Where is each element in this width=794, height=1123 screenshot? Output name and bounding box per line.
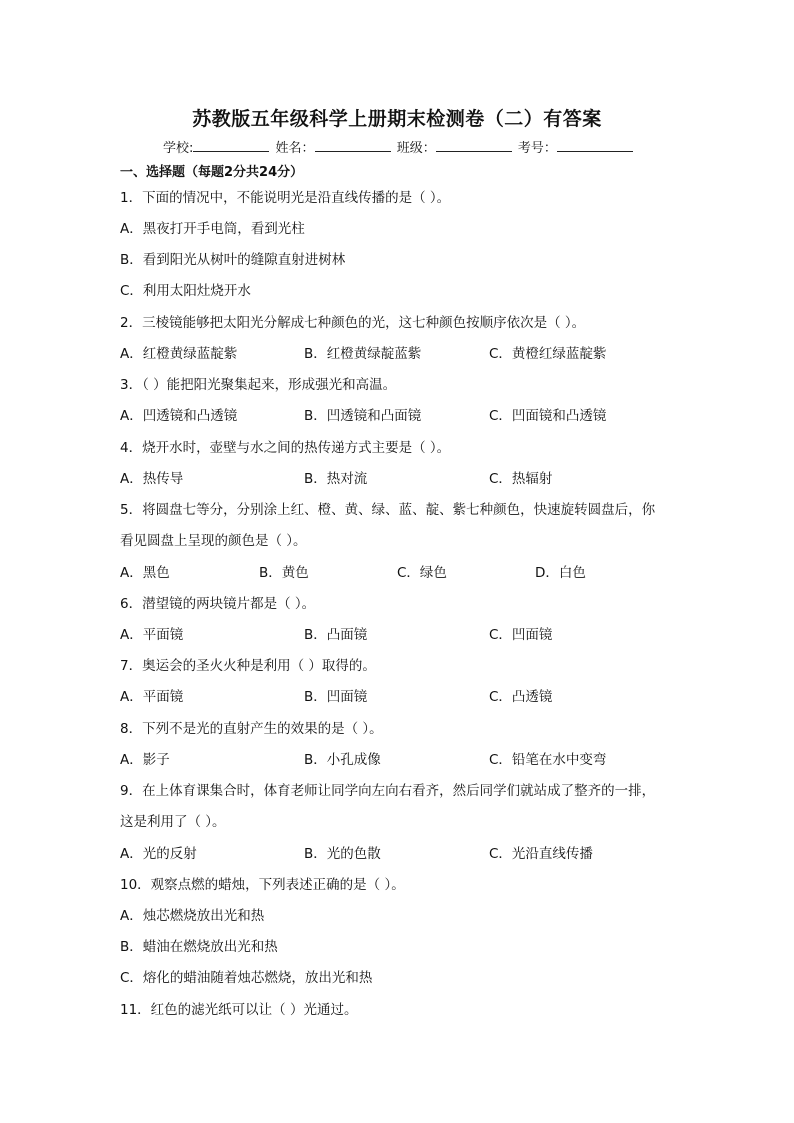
question-3-option-c: C．凹面镜和凸透镜 xyxy=(489,408,607,424)
question-7-option-a: A．平面镜 xyxy=(120,689,184,705)
question-6-option-c: C．凹面镜 xyxy=(489,627,553,643)
section-heading: 一、选择题（每题2分共24分） xyxy=(120,165,304,180)
question-6-stem: 6．潜望镜的两块镜片都是（ ）。 xyxy=(120,596,316,612)
exam-no-blank[interactable] xyxy=(557,139,633,152)
question-2-option-a: A．红橙黄绿蓝靛紫 xyxy=(120,346,238,362)
question-5-stem-line1: 5．将圆盘七等分，分别涂上红、橙、黄、绿、蓝、靛、紫七种颜色，快速旋转圆盘后，你 xyxy=(120,502,656,518)
question-2-option-c: C．黄橙红绿蓝靛紫 xyxy=(489,346,607,362)
question-7-stem: 7．奥运会的圣火火种是利用（ ）取得的。 xyxy=(120,658,376,674)
school-blank[interactable] xyxy=(193,139,269,152)
question-9-stem-line2: 这是利用了（ ）。 xyxy=(120,814,226,830)
exam-title: 苏教版五年级科学上册期末检测卷（二）有答案 xyxy=(192,108,602,130)
question-9-stem-line1: 9．在上体育课集合时，体育老师让同学向左向右看齐，然后同学们就站成了整齐的一排， xyxy=(120,783,656,799)
question-5-option-a: A．黑色 xyxy=(120,565,170,581)
question-9-option-a: A．光的反射 xyxy=(120,846,197,862)
question-2-stem: 2．三棱镜能够把太阳光分解成七种颜色的光，这七种颜色按顺序依次是（ ）。 xyxy=(120,315,586,331)
question-5-option-c: C．绿色 xyxy=(397,565,447,581)
question-10-option-c: C．熔化的蜡油随着烛芯燃烧，放出光和热 xyxy=(120,970,373,986)
class-blank[interactable] xyxy=(436,139,512,152)
question-2-option-b: B．红橙黄绿靛蓝紫 xyxy=(304,346,422,362)
question-1-option-b: B．看到阳光从树叶的缝隙直射进树林 xyxy=(120,252,346,268)
question-7-option-c: C．凸透镜 xyxy=(489,689,553,705)
student-info-row xyxy=(163,137,635,156)
question-3-stem: 3．（ ）能把阳光聚集起来，形成强光和高温。 xyxy=(120,377,397,393)
class-label: 班级： xyxy=(396,141,436,156)
question-7-option-b: B．凹面镜 xyxy=(304,689,368,705)
question-1-option-c: C．利用太阳灶烧开水 xyxy=(120,283,251,299)
question-3-option-a: A．凹透镜和凸透镜 xyxy=(120,408,238,424)
question-9-option-b: B．光的色散 xyxy=(304,846,381,862)
question-8-option-b: B．小孔成像 xyxy=(304,752,381,768)
question-3-option-b: B．凹透镜和凸面镜 xyxy=(304,408,422,424)
question-9-option-c: C．光沿直线传播 xyxy=(489,846,593,862)
question-4-option-a: A．热传导 xyxy=(120,471,184,487)
question-4-option-c: C．热辐射 xyxy=(489,471,553,487)
question-5-stem-line2: 看见圆盘上呈现的颜色是（ ）。 xyxy=(120,533,307,549)
question-6-option-a: A．平面镜 xyxy=(120,627,184,643)
question-8-option-c: C．铅笔在水中变弯 xyxy=(489,752,607,768)
question-6-option-b: B．凸面镜 xyxy=(304,627,368,643)
question-10-stem: 10．观察点燃的蜡烛，下列表述正确的是（ ）。 xyxy=(120,877,405,893)
exam-no-label: 考号： xyxy=(517,141,557,156)
question-1-stem: 1．下面的情况中，不能说明光是沿直线传播的是（ ）。 xyxy=(120,190,451,206)
name-blank[interactable] xyxy=(315,139,391,152)
question-8-stem: 8．下列不是光的直射产生的效果的是（ ）。 xyxy=(120,721,383,737)
name-label: 姓名： xyxy=(275,141,315,156)
question-4-stem: 4．烧开水时，壶壁与水之间的热传递方式主要是（ ）。 xyxy=(120,440,451,456)
question-10-option-b: B．蜡油在燃烧放出光和热 xyxy=(120,939,278,955)
question-1-option-a: A．黑夜打开手电筒，看到光柱 xyxy=(120,221,305,237)
question-11-stem: 11．红色的滤光纸可以让（ ）光通过。 xyxy=(120,1002,358,1018)
question-8-option-a: A．影子 xyxy=(120,752,170,768)
question-5-option-d: D．白色 xyxy=(535,565,586,581)
question-4-option-b: B．热对流 xyxy=(304,471,368,487)
question-5-option-b: B．黄色 xyxy=(259,565,309,581)
question-10-option-a: A．烛芯燃烧放出光和热 xyxy=(120,908,265,924)
school-label: 学校: xyxy=(163,141,194,156)
